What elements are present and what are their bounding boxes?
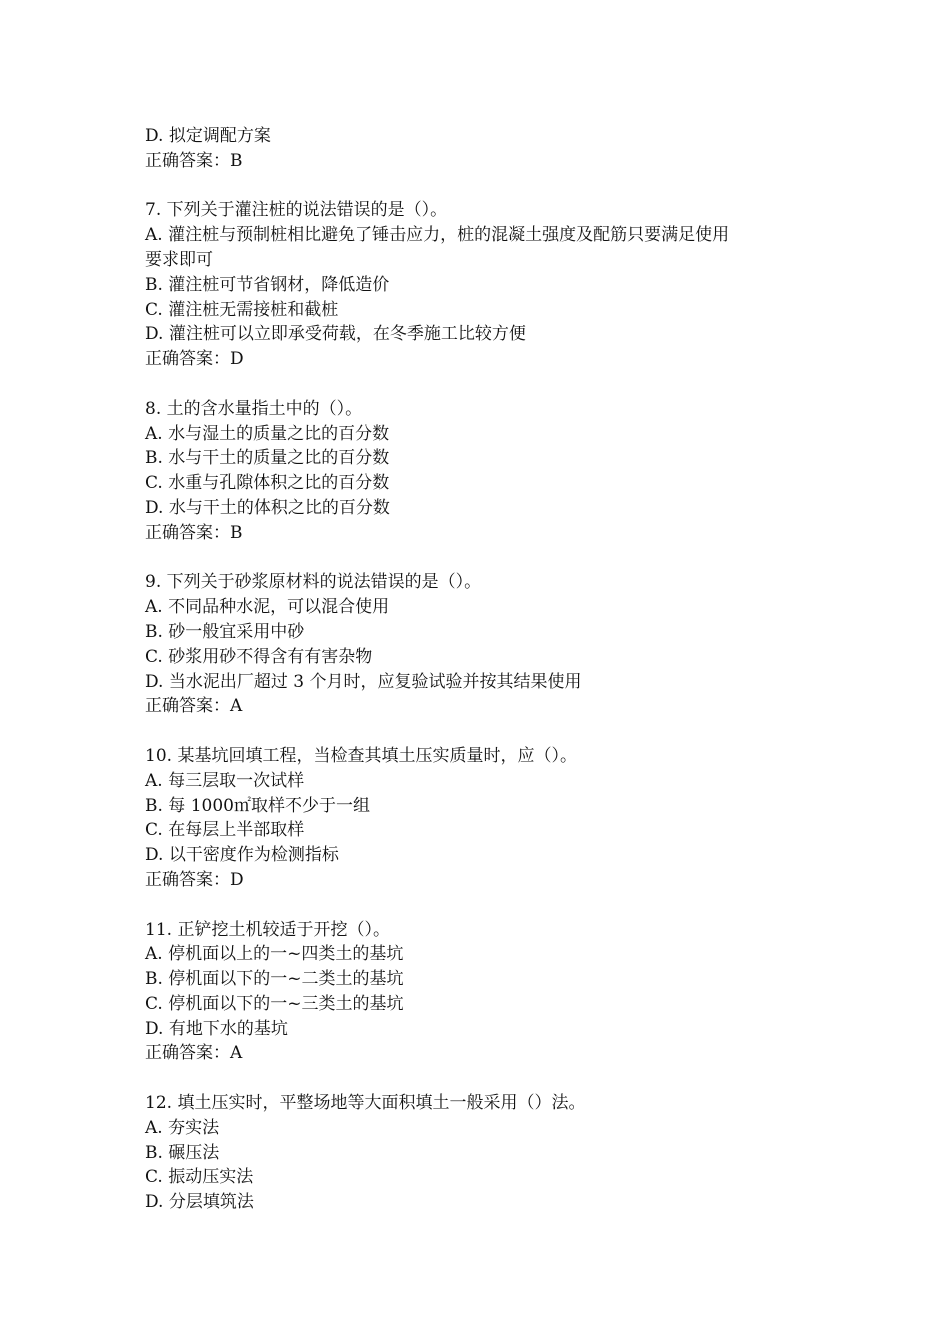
option-b: B. 灌注桩可节省钢材，降低造价 xyxy=(145,274,390,295)
option-a-continued: 要求即可 xyxy=(145,249,213,270)
correct-answer: 正确答案：D xyxy=(145,349,244,370)
correct-answer: 正确答案：B xyxy=(145,150,243,171)
question-8 xyxy=(145,397,825,546)
option-d: D. 有地下水的基坑 xyxy=(145,1018,288,1039)
question-stem: 9. 下列关于砂浆原材料的说法错误的是（）。 xyxy=(145,572,482,593)
option-a: A. 不同品种水泥，可以混合使用 xyxy=(145,597,390,618)
document-page xyxy=(145,124,825,1215)
option-d: D. 灌注桩可以立即承受荷载，在冬季施工比较方便 xyxy=(145,324,526,345)
option-c: C. 在每层上半部取样 xyxy=(145,820,305,841)
question-stem: 10. 某基坑回填工程，当检查其填土压实质量时，应（）。 xyxy=(145,745,577,766)
option-c: C. 砂浆用砂不得含有有害杂物 xyxy=(145,646,373,667)
option-c: C. 灌注桩无需接桩和截桩 xyxy=(145,299,339,320)
question-stem: 12. 填土压实时，平整场地等大面积填土一般采用（）法。 xyxy=(145,1093,586,1114)
option-c: C. 振动压实法 xyxy=(145,1167,254,1188)
option-b: B. 停机面以下的一~二类土的基坑 xyxy=(145,969,404,990)
spacer xyxy=(145,1066,825,1091)
correct-answer: 正确答案：D xyxy=(145,869,244,890)
option-d: D. 拟定调配方案 xyxy=(145,126,271,146)
question-11 xyxy=(145,918,825,1067)
question-12 xyxy=(145,1091,825,1215)
spacer xyxy=(145,719,825,744)
spacer xyxy=(145,372,825,397)
option-d: D. 当水泥出厂超过 3 个月时，应复验试验并按其结果使用 xyxy=(145,671,582,692)
option-a: A. 每三层取一次试样 xyxy=(145,770,305,791)
correct-answer: 正确答案：A xyxy=(145,1043,243,1064)
option-b: B. 砂一般宜采用中砂 xyxy=(145,621,305,642)
option-d: D. 以干密度作为检测指标 xyxy=(145,845,339,866)
question-fragment xyxy=(145,124,825,174)
option-d: D. 分层填筑法 xyxy=(145,1192,254,1213)
question-10 xyxy=(145,744,825,893)
spacer xyxy=(145,893,825,918)
option-a: A. 灌注桩与预制桩相比避免了锤击应力，桩的混凝土强度及配筋只要满足使用 xyxy=(145,225,730,246)
option-c: C. 停机面以下的一~三类土的基坑 xyxy=(145,993,404,1014)
question-stem: 8. 土的含水量指土中的（）。 xyxy=(145,398,363,419)
question-stem: 11. 正铲挖土机较适于开挖（）。 xyxy=(145,919,390,940)
spacer xyxy=(145,546,825,571)
option-b: B. 每 1000㎡取样不少于一组 xyxy=(145,795,370,816)
option-b: B. 水与干土的质量之比的百分数 xyxy=(145,448,390,469)
spacer xyxy=(145,174,825,199)
option-a: A. 停机面以上的一~四类土的基坑 xyxy=(145,944,404,965)
question-stem: 7. 下列关于灌注桩的说法错误的是（）。 xyxy=(145,200,448,221)
option-d: D. 水与干土的体积之比的百分数 xyxy=(145,497,390,518)
question-9 xyxy=(145,570,825,719)
question-7 xyxy=(145,198,825,372)
option-b: B. 碾压法 xyxy=(145,1142,220,1163)
correct-answer: 正确答案：B xyxy=(145,522,243,543)
option-a: A. 夯实法 xyxy=(145,1117,220,1138)
option-c: C. 水重与孔隙体积之比的百分数 xyxy=(145,473,390,494)
correct-answer: 正确答案：A xyxy=(145,696,243,717)
option-a: A. 水与湿土的质量之比的百分数 xyxy=(145,423,390,444)
